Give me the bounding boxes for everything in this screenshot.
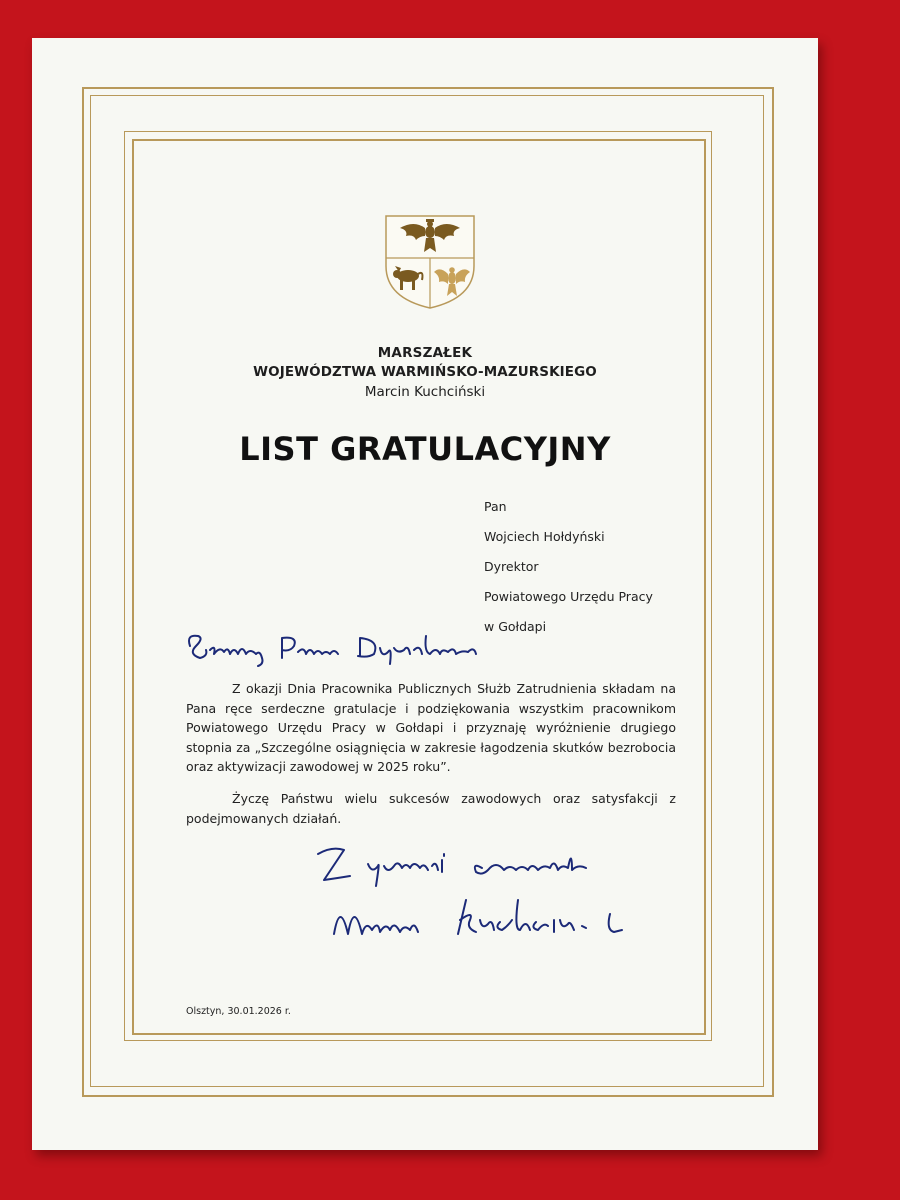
recipient-line: Powiatowego Urzędu Pracy xyxy=(484,589,653,604)
coat-of-arms-icon xyxy=(384,214,476,310)
place-and-date: Olsztyn, 30.01.2026 r. xyxy=(186,1006,291,1017)
body-paragraph-1: Z okazji Dnia Pracownika Publicznych Służb Zatrudnienia składam na Pana ręce serdeczne gratulacje i podziękowania wszystkim pracownikom Powiatowego Urzędu Pracy w Gołdapi i przyznaję wyróżnienie drugiego stopnia za „Szczególne osiągnięcia w zakresie łagodzenia skutków bezrobocia oraz aktywizacji zawodowej w 2025 roku”. xyxy=(186,681,676,774)
body-paragraph-2: Życzę Państwu wielu sukcesów zawodowych oraz satysfakcji z podejmowanych działań. xyxy=(186,791,676,826)
handwritten-closing xyxy=(310,838,660,898)
recipient-line: Pan xyxy=(484,499,507,514)
recipient-line: Wojciech Hołdyński xyxy=(484,529,605,544)
document-title: LIST GRATULACYJNY xyxy=(239,430,611,468)
header-line-2: WOJEWÓDZTWA WARMIŃSKO-MAZURSKIEGO xyxy=(253,364,597,380)
recipient-line: w Gołdapi xyxy=(484,619,547,634)
certificate-paper xyxy=(32,38,818,1150)
header-line-3: Marcin Kuchciński xyxy=(364,384,486,400)
header-line-1: MARSZAŁEK xyxy=(377,345,473,361)
handwritten-greeting xyxy=(184,624,564,668)
recipient-line: Dyrektor xyxy=(484,559,539,574)
handwritten-signature xyxy=(330,890,670,950)
